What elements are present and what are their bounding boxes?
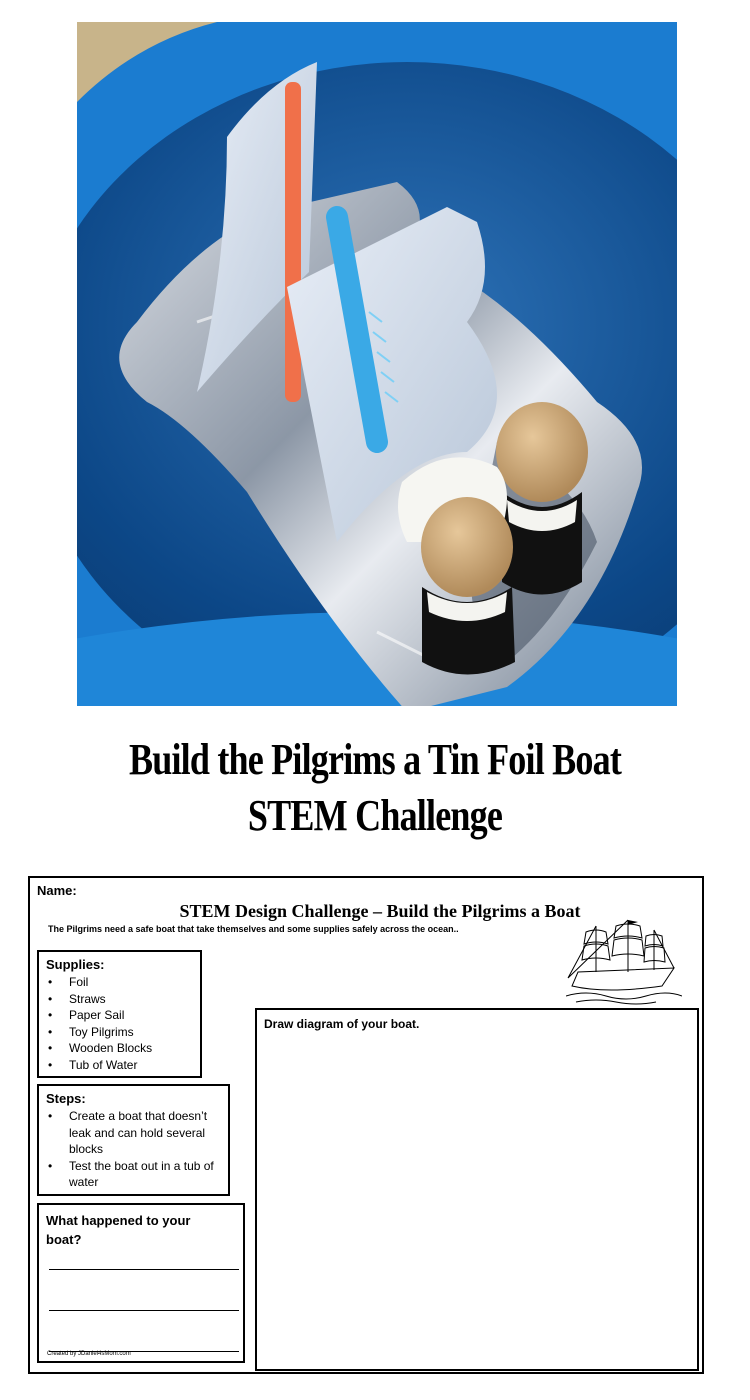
list-item: • Test the boat out in a tub of water <box>39 1158 228 1191</box>
headline-line-2: STEM Challenge <box>247 791 503 840</box>
what-happened-box <box>37 1203 245 1363</box>
credit-text: Created by JDaniel4sMom.com <box>47 1351 131 1357</box>
worksheet-subtitle: The Pilgrims need a safe boat that take themselves and some supplies safely across the ocean.. <box>48 924 459 934</box>
boat-photo <box>77 22 677 706</box>
steps-box <box>37 1084 230 1196</box>
list-item: • Toy Pilgrims <box>39 1024 200 1041</box>
headline <box>0 732 750 844</box>
supplies-heading: Supplies: <box>46 957 105 972</box>
list-item: • Tub of Water <box>39 1057 200 1074</box>
worksheet <box>28 876 704 1374</box>
answer-line[interactable] <box>49 1269 239 1270</box>
steps-heading: Steps: <box>46 1091 86 1106</box>
draw-diagram-heading: Draw diagram of your boat. <box>264 1017 420 1031</box>
what-happened-heading: What happened to your boat? <box>46 1213 191 1247</box>
draw-diagram-box[interactable] <box>255 1008 699 1371</box>
list-item: • Straws <box>39 991 200 1008</box>
list-item: • Create a boat that doesn’t leak and can hold several blocks <box>39 1108 228 1158</box>
worksheet-title: STEM Design Challenge – Build the Pilgrims a Boat <box>179 901 581 921</box>
name-label: Name: <box>37 883 77 898</box>
list-item: • Paper Sail <box>39 1007 200 1024</box>
supplies-box <box>37 950 202 1078</box>
answer-line[interactable] <box>49 1310 239 1311</box>
list-item: • Wooden Blocks <box>39 1040 200 1057</box>
headline-line-1: Build the Pilgrims a Tin Foil Boat <box>128 735 622 784</box>
supplies-list <box>39 974 200 1073</box>
ship-illustration <box>566 916 682 1006</box>
steps-list <box>39 1108 228 1191</box>
list-item: • Foil <box>39 974 200 991</box>
